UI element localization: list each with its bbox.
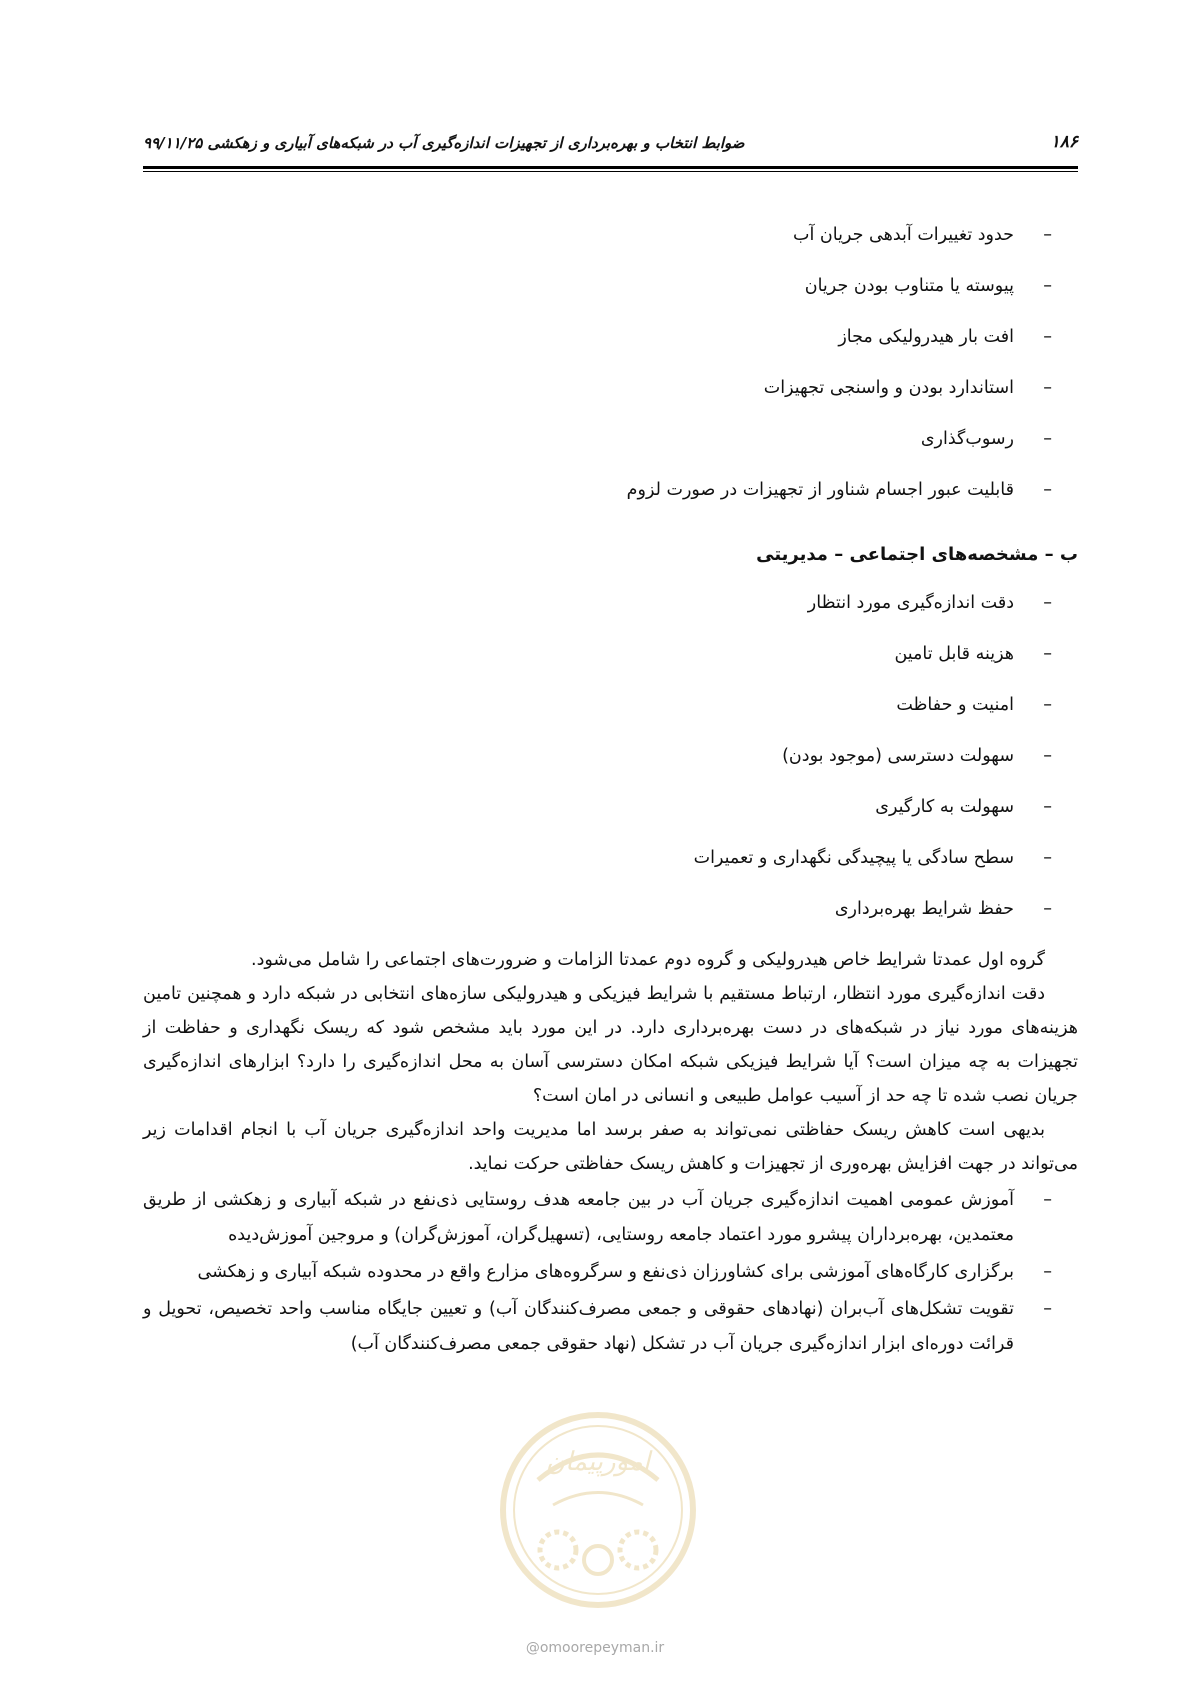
- paragraph: دقت اندازه‌گیری مورد انتظار، ارتباط مستقیم با شرایط فیزیکی و هیدرولیکی سازه‌های انتخابی در شبکه دارد و همچنین تامین هزینه‌های مورد نیاز در شبکه‌های در دست بهره‌برداری دارد. در این مورد باید مشخص شود که ریسک نگهداری و حفاظت از تجهیزات به چه میزان است؟ آیا شرایط فیزیکی شبکه امکان دسترسی آسان به محل اندازه‌گیری را دارد؟ ابزارهای اندازه‌گیری جریان نصب شده تا چه حد از آسیب عوامل طبیعی و انسانی در امان است؟: [143, 984, 1078, 1106]
- list-item: [143, 884, 1078, 935]
- dash-bullet: –: [1043, 1262, 1052, 1282]
- dash-bullet: –: [1043, 899, 1052, 919]
- list-item-text: تقویت تشکل‌های آب‌بران (نهادهای حقوقی و جمعی مصرف‌کنندگان آب) و تعیین جایگاه مناسب واحد تخصیص، تحویل و قرائت دوره‌ای ابزار اندازه‌گیری جریان آب در تشکل (نهاد حقوقی جمعی مصرف‌کنندگان آب): [143, 1299, 1014, 1354]
- list-item: [143, 312, 1078, 363]
- list-item-text: هزینه قابل تامین: [894, 644, 1014, 664]
- list-item: [143, 414, 1078, 465]
- hydraulic-criteria-list: [143, 210, 1078, 516]
- page-body: [143, 210, 1078, 1364]
- paragraph: بدیهی است کاهش ریسک حفاظتی نمی‌تواند به صفر برسد اما مدیریت واحد اندازه‌گیری جریان آب با انجام اقدامات زیر می‌تواند در جهت افزایش بهره‌وری از تجهیزات و کاهش ریسک حفاظتی حرکت نماید.: [143, 1120, 1078, 1174]
- dash-bullet: –: [1043, 378, 1052, 398]
- actions-list: [143, 1183, 1078, 1362]
- dash-bullet: –: [1043, 429, 1052, 449]
- list-item: [143, 210, 1078, 261]
- list-item-text: برگزاری کارگاه‌های آموزشی برای کشاورزان ذی‌نفع و سرگروه‌های مزارع واقع در محدوده شبکه آبیاری و زهکشی: [197, 1262, 1014, 1282]
- list-item-text: حدود تغییرات آبدهی جریان آب: [793, 225, 1014, 245]
- dash-bullet: –: [1043, 1190, 1052, 1210]
- watermark-logo: [498, 1410, 698, 1610]
- list-item: [143, 363, 1078, 414]
- list-item-text: افت بار هیدرولیکی مجاز: [838, 327, 1014, 347]
- list-item: [143, 465, 1078, 516]
- dash-bullet: –: [1043, 327, 1052, 347]
- watermark-logo-text: امورپیمان: [545, 1447, 651, 1477]
- list-item: [143, 629, 1078, 680]
- dash-bullet: –: [1043, 276, 1052, 296]
- dash-bullet: –: [1043, 746, 1052, 766]
- list-item-text: رسوب‌گذاری: [920, 429, 1014, 449]
- list-item: [143, 1183, 1078, 1253]
- list-item-text: آموزش عمومی اهمیت اندازه‌گیری جریان آب در بین جامعه هدف روستایی ذی‌نفع در شبکه آبیاری و زهکشی از طریق معتمدین، بهره‌برداران پیشرو مورد اعتماد جامعه روستایی، (تسهیل‌گران، آموزش‌گران) و مروجین آموزش‌دیده: [143, 1190, 1014, 1245]
- list-item: [143, 1255, 1078, 1290]
- section-heading: ب – مشخصه‌های اجتماعی – مدیریتی: [756, 544, 1078, 565]
- list-item-text: پیوسته یا متناوب بودن جریان: [804, 276, 1014, 296]
- list-item-text: دقت اندازه‌گیری مورد انتظار: [807, 593, 1014, 613]
- list-item-text: سهولت به کارگیری: [875, 797, 1014, 817]
- watermark-url: @omoorepeyman.ir: [525, 1640, 665, 1656]
- list-item: [143, 261, 1078, 312]
- list-item-text: امنیت و حفاظت: [896, 695, 1014, 715]
- list-item: [143, 578, 1078, 629]
- list-item-text: سطح سادگی یا پیچیدگی نگهداری و تعمیرات: [693, 848, 1014, 868]
- list-item-text: سهولت دسترسی (موجود بودن): [782, 746, 1014, 766]
- dash-bullet: –: [1043, 593, 1052, 613]
- dash-bullet: –: [1043, 848, 1052, 868]
- dash-bullet: –: [1043, 225, 1052, 245]
- social-management-criteria-list: [143, 578, 1078, 935]
- dash-bullet: –: [1043, 480, 1052, 500]
- dash-bullet: –: [1043, 695, 1052, 715]
- list-item-text: قابلیت عبور اجسام شناور از تجهیزات در صورت لزوم: [626, 480, 1014, 500]
- list-item-text: استاندارد بودن و واسنجی تجهیزات: [763, 378, 1014, 398]
- list-item: [143, 731, 1078, 782]
- list-item-text: حفظ شرایط بهره‌برداری: [834, 899, 1014, 919]
- dash-bullet: –: [1043, 644, 1052, 664]
- paragraph: گروه اول عمدتا شرایط خاص هیدرولیکی و گروه دوم عمدتا الزامات و ضرورت‌های اجتماعی را شامل می‌شود.: [251, 950, 1045, 970]
- page-number: ۱۸۶: [1050, 132, 1078, 152]
- list-item: [143, 1292, 1078, 1362]
- running-title: ضوابط انتخاب و بهره‌برداری از تجهیزات اندازه‌گیری آب در شبکه‌های آبیاری و زهکشی ۹۹/۱۱/۲۵: [143, 134, 745, 152]
- header-rule-thin: [143, 171, 1078, 172]
- dash-bullet: –: [1043, 797, 1052, 817]
- header-rule-thick: [143, 166, 1078, 169]
- list-item: [143, 833, 1078, 884]
- page-header: [143, 128, 1078, 156]
- dash-bullet: –: [1043, 1299, 1052, 1319]
- list-item: [143, 680, 1078, 731]
- list-item: [143, 782, 1078, 833]
